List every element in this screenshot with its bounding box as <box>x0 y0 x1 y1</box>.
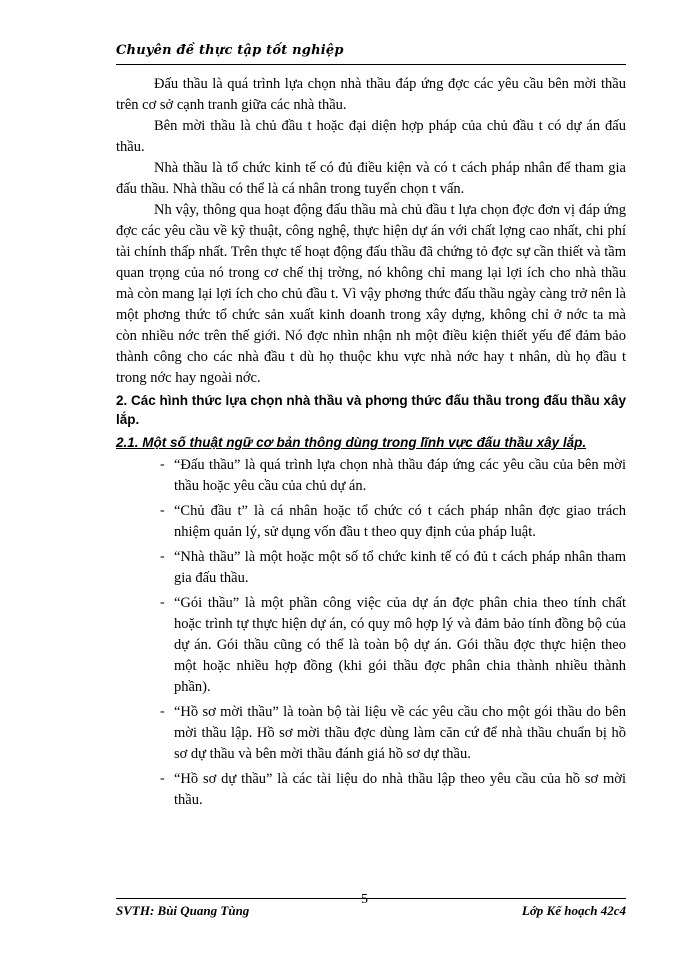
definition-text: “Đấu thầu” là quá trình lựa chọn nhà thầu đáp ứng các yêu cầu của bên mời thầu hoặc yêu cầu của chủ dự án. <box>174 457 626 494</box>
list-item <box>116 547 626 589</box>
header-title: Chuyên đề thực tập tốt nghiệp <box>116 43 344 58</box>
definition-text: “Nhà thầu” là một hoặc một số tổ chức kinh tế có đủ t cách pháp nhân tham gia đấu thầu. <box>174 549 626 586</box>
dash-bullet-icon: - <box>160 503 165 518</box>
definition-list <box>116 455 626 811</box>
dash-bullet-icon: - <box>160 704 165 719</box>
definition-text: “Chủ đầu t” là cá nhân hoặc tổ chức có t cách pháp nhân đợc giao trách nhiệm quản lý, sử dụng vốn đầu t theo quy định của pháp luật. <box>174 503 626 540</box>
definition-text: “Hồ sơ mời thầu” là toàn bộ tài liệu về các yêu cầu cho một gói thầu do bên mời thầu lập. Hồ sơ mời thầu đợc dùng làm căn cứ để nhà thầu chuẩn bị hồ sơ dự thầu và bên mời thầu đánh giá hồ sơ dự thầu. <box>174 704 626 762</box>
page-header <box>116 38 626 65</box>
body-paragraph: Đấu thầu là quá trình lựa chọn nhà thầu đáp ứng đợc các yêu cầu bên mời thầu trên cơ sở cạnh tranh giữa các nhà thầu. <box>116 76 626 113</box>
body-paragraph: Bên mời thầu là chủ đầu t hoặc đại diện hợp pháp của chủ đầu t có dự án đấu thầu. <box>116 118 626 155</box>
body-paragraph: Nhà thầu là tổ chức kinh tế có đủ điều kiện và có t cách pháp nhân để tham gia đấu thầu. Nhà thầu có thể là cá nhân trong tuyển chọn t vấn. <box>116 160 626 197</box>
list-item <box>116 501 626 543</box>
section-heading: 2. Các hình thức lựa chọn nhà thầu và phơng thức đấu thầu trong đấu thầu xây lắp. <box>116 393 626 427</box>
dash-bullet-icon: - <box>160 457 165 472</box>
dash-bullet-icon: - <box>160 549 165 564</box>
definition-text: “Hồ sơ dự thầu” là các tài liệu do nhà thầu lập theo yêu cầu của hồ sơ mời thầu. <box>174 771 626 808</box>
document-body <box>116 74 626 815</box>
footer-author: SVTH: Bùi Quang Tùng <box>116 903 250 918</box>
list-item <box>116 593 626 698</box>
dash-bullet-icon: - <box>160 771 165 786</box>
definition-text: “Gói thầu” là một phần công việc của dự án đợc phân chia theo tính chất hoặc trình tự thực hiện dự án, có quy mô hợp lý và đảm bảo tính đồng bộ của dự án. Gói thầu cũng có thể là toàn bộ dự án. Gói thầu đợc thực hiện theo một hoặc nhiều hợp đồng (khi gói thầu đợc phân chia thành nhiều thành phần). <box>174 595 626 695</box>
list-item <box>116 769 626 811</box>
body-paragraph: Nh vậy, thông qua hoạt động đấu thầu mà chủ đầu t lựa chọn đợc đơn vị đáp ứng đợc các yêu cầu về kỹ thuật, công nghệ, thực hiện dự án với chất lợng cao nhất, chi phí tài chính thấp nhất. Trên thực tế hoạt động đấu thầu đã chứng tỏ đợc sự cần thiết và tầm quan trọng của nó trong cơ chế thị trờng, nó không chỉ mang lại lợi ích cho nhà thầu mà còn mang lại lợi ích cho chủ đầu t. Vì vậy phơng thức đấu thầu ngày càng trở nên là một phơng thức tổ chức sản xuất kinh doanh trong xây dựng, không chỉ ở nớc ta mà còn nhiều nớc trên thế giới. Nó đợc nhìn nhận nh một điều kiện thiết yếu để đảm bảo thành công cho các nhà đầu t dù họ thuộc khu vực nhà nớc hay t nhân, dù họ đầu t trong nớc hay ngoài nớc. <box>116 202 626 386</box>
list-item <box>116 702 626 765</box>
page-footer <box>116 892 626 921</box>
subsection-heading: 2.1. Một số thuật ngữ cơ bản thông dùng trong lĩnh vực đấu thầu xây lắp. <box>116 435 587 450</box>
dash-bullet-icon: - <box>160 595 165 610</box>
footer-class-name: Lớp Kế hoạch 42c4 <box>521 903 626 918</box>
list-item <box>116 455 626 497</box>
page-number: 5 <box>361 892 368 907</box>
